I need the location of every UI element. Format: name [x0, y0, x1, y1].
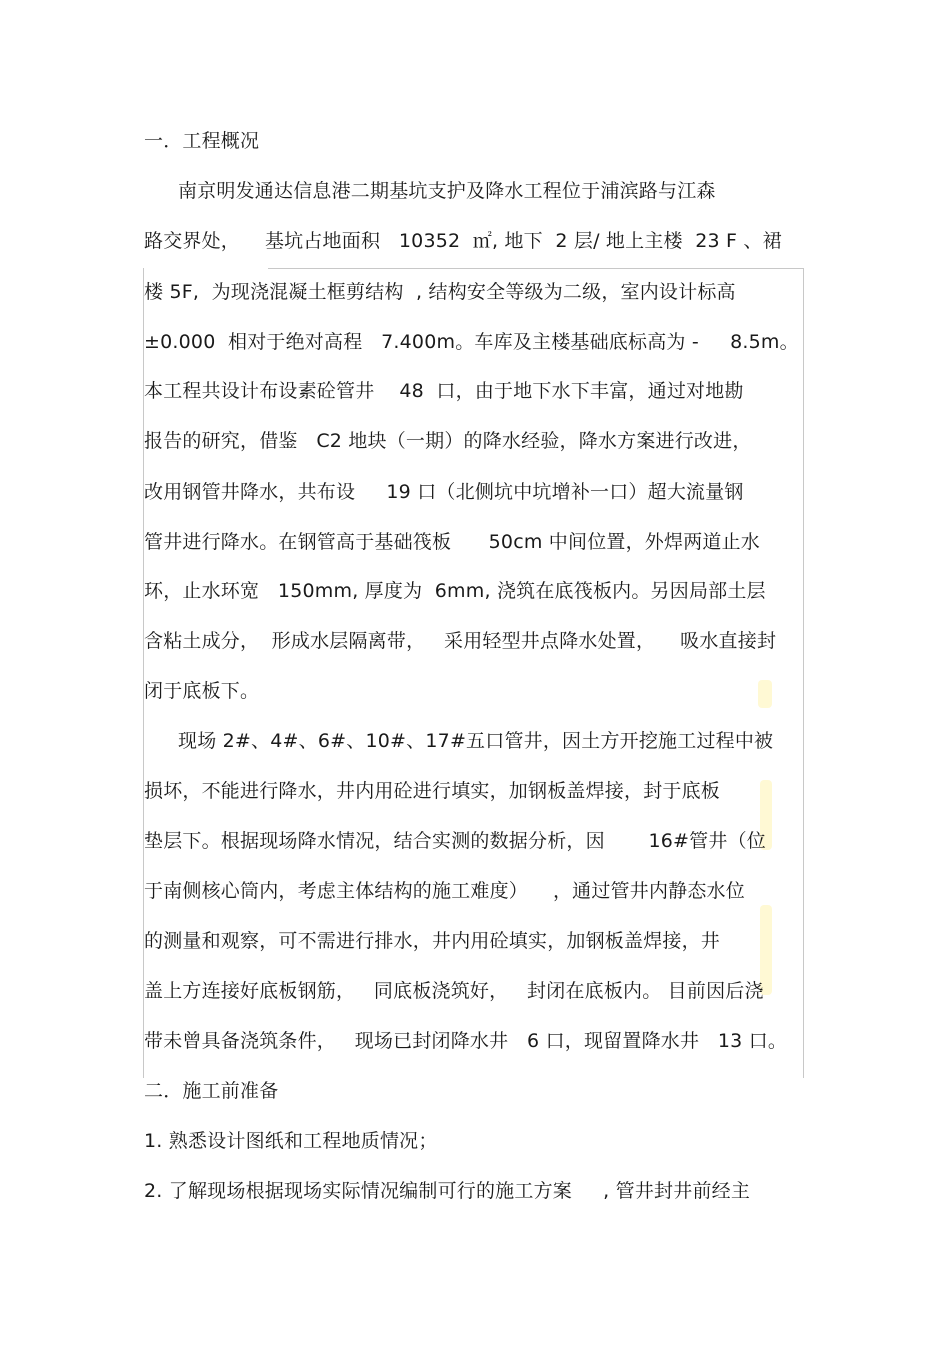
paragraph-line: 报告的研究，借鉴 C2 地块（一期）的降水经验，降水方案进行改进， — [144, 430, 752, 452]
paragraph-line: 的测量和观察，可不需进行排水，井内用砼填实，加钢板盖焊接，井 — [144, 930, 721, 952]
paragraph-line: 于南侧核心筒内，考虑主体结构的施工难度） ，通过管井内静态水位 — [144, 880, 745, 902]
section-heading-2: 二．施工前准备 — [144, 1080, 279, 1102]
paragraph-line: 垫层下。根据现场降水情况，结合实测的数据分析，因 16#管井（位 — [144, 830, 766, 852]
paragraph-line: 管井进行降水。在钢管高于基础筏板 50cm 中间位置，外焊两道止水 — [144, 531, 761, 553]
paragraph-line: 现场 2#、4#、6#、10#、17#五口管井，因土方开挖施工过程中被 — [178, 730, 774, 752]
paragraph-line: 闭于底板下。 — [144, 680, 260, 702]
paragraph-line: 本工程共设计布设素砼管井 48 口，由于地下水下丰富，通过对地勘 — [144, 380, 744, 402]
frame-top-line — [268, 268, 804, 269]
list-item: 2. 了解现场根据现场实际情况编制可行的施工方案 , 管井封井前经主 — [144, 1180, 751, 1202]
section-heading-1: 一．工程概况 — [144, 130, 260, 152]
paragraph-line: 南京明发通达信息港二期基坑支护及降水工程位于浦滨路与江森 — [178, 180, 716, 202]
paragraph-line: 盖上方连接好底板钢筋， 同底板浇筑好， 封闭在底板内。 目前因后浇 — [144, 980, 764, 1002]
scan-mark — [758, 680, 772, 708]
paragraph-line: 路交界处， 基坑占地面积 10352 ㎡, 地下 2 层/ 地上主楼 23 F 、裙 — [144, 230, 782, 252]
paragraph-line: 改用钢管井降水，共布设 19 口（北侧坑中坑增补一口）超大流量钢 — [144, 481, 744, 503]
paragraph-line: 含粘土成分， 形成水层隔离带， 采用轻型井点降水处置， 吸水直接封 — [144, 630, 777, 652]
paragraph-line: 楼 5F, 为现浇混凝土框剪结构 , 结构安全等级为二级，室内设计标高 — [144, 281, 736, 303]
paragraph-line: ±0.000 相对于绝对高程 7.400m。车库及主楼基础底标高为 - 8.5m。 — [144, 331, 799, 353]
paragraph-line: 损坏，不能进行降水，井内用砼进行填实，加钢板盖焊接，封于底板 — [144, 780, 721, 802]
paragraph-line: 带未曾具备浇筑条件， 现场已封闭降水井 6 口，现留置降水井 13 口。 — [144, 1030, 788, 1052]
frame-right-line — [803, 268, 804, 1078]
paragraph-line: 环，止水环宽 150mm, 厚度为 6mm, 浇筑在底筏板内。另因局部土层 — [144, 580, 766, 602]
list-item: 1. 熟悉设计图纸和工程地质情况； — [144, 1130, 438, 1152]
